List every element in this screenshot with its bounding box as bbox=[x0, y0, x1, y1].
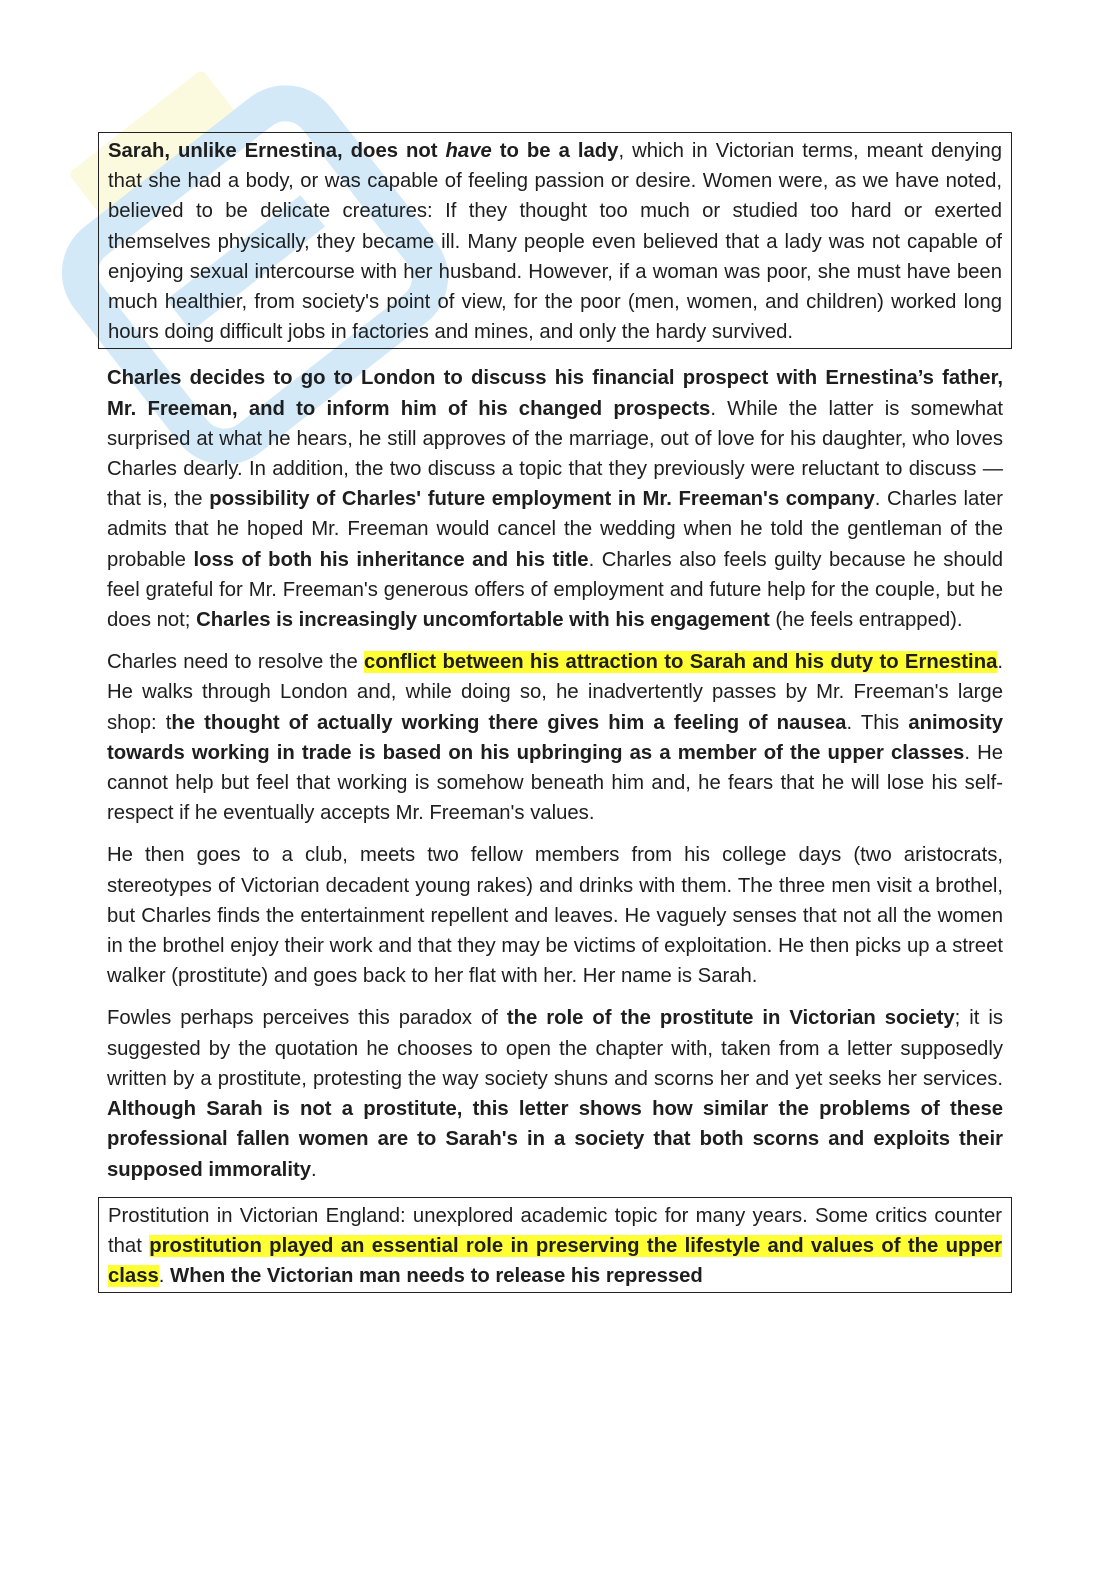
document-page bbox=[98, 132, 1012, 1293]
bold-text: Although Sarah is not a prostitute, this letter shows how similar the problems of these professional fallen women are to Sarah's in a society that both scorns and exploits their supposed immorality bbox=[107, 1098, 1003, 1181]
body-text: . Charles also feels guilty because he should feel grateful for Mr. Freeman's generous offers of employment and future help for the couple, but he does not; bbox=[107, 548, 1004, 632]
bold-text: Sarah, unlike Ernestina, does not bbox=[108, 140, 446, 162]
bold-text: Charles is increasingly uncomfortable with his engagement bbox=[196, 609, 770, 632]
body-text: . bbox=[310, 1158, 317, 1181]
body-text: Prostitution in Victorian England: unexplored academic topic for many years. Some critics counter that bbox=[108, 1204, 1002, 1257]
bold-text: When the Victorian man needs to release his repressed bbox=[170, 1265, 703, 1288]
body-text: . While the latter is somewhat surprised at what he hears, he still approves of the marriage, out of love for his daughter, who loves Charles dearly. In addition, the two discuss a topic that they previously were reluctant to discuss — that is, the bbox=[107, 397, 1003, 511]
bold-text: possibility of Charles' future employment in Mr. Freeman's company bbox=[209, 488, 875, 511]
bold-text: he thought of actually working there gives him a feeling of nausea bbox=[171, 711, 847, 734]
body-text: He then goes to a club, meets two fellow members from his college days (two aristocrats, stereotypes of Victorian decadent young rakes) and drinks with them. The three men visit a brothel, but Charles finds the entertainment repellent and leaves. He vaguely senses that not all the women in the brothel enjoy their work and that they may be victims of exploitation. He then picks up a street walker (prostitute) and goes back to her flat with her. Her name is Sarah. bbox=[107, 844, 1003, 988]
body-text: . He cannot help but feel that working is somehow beneath him and, he fears that he will lose his self-respect if he eventually accepts Mr. Freeman's values. bbox=[107, 741, 1003, 825]
highlighted-text: prostitution played an essential role in preserving the lifestyle and values of the upper class bbox=[108, 1234, 1003, 1288]
body-text: Fowles perhaps perceives this paradox of bbox=[107, 1007, 507, 1030]
paragraph-prostitute-role bbox=[98, 1003, 1012, 1184]
summary-box-prostitution bbox=[98, 1197, 1012, 1294]
highlighted-text: conflict between his attraction to Sarah and his duty to Ernestina bbox=[364, 651, 998, 674]
body-text: . This bbox=[846, 711, 909, 734]
box-paragraph bbox=[99, 136, 1011, 347]
bold-text: to be a lady bbox=[491, 140, 619, 162]
paragraph-london-trip bbox=[98, 363, 1012, 635]
bold-text: loss of both his inheritance and his title bbox=[193, 548, 589, 571]
body-text: . Charles later admits that he hoped Mr. Freeman would cancel the wedding when he told the gentleman of the probable bbox=[107, 488, 1003, 571]
body-text: . He walks through London and, while doing so, he inadvertently passes by Mr. Freeman's large shop: t bbox=[107, 651, 1003, 734]
paragraph-club bbox=[98, 840, 1012, 991]
italic-text: have bbox=[445, 140, 492, 162]
body-text: Charles need to resolve the bbox=[107, 651, 365, 674]
bold-text: Charles decides to go to London to discuss his financial prospect with Ernestina’s father, Mr. Freeman, and to inform him of his changed prospects bbox=[107, 367, 1003, 420]
body-text: (he feels entrapped). bbox=[769, 609, 963, 632]
body-text: , which in Victorian terms, meant denying that she had a body, or was capable of feeling passion or desire. Women were, as we have noted, believed to be delicate creatures: If they thought too much or studied too hard or exerted themselves physically, they became ill. Many people even believed that a lady was not capable of enjoying sexual intercourse with her husband. However, if a woman was poor, she must have been much healthier, from society's point of view, for the poor (men, women, and children) worked long hours doing difficult jobs in factories and mines, and only the hardy survived. bbox=[108, 140, 1002, 344]
summary-box-victorian-lady bbox=[98, 132, 1012, 349]
box-paragraph bbox=[99, 1201, 1011, 1292]
bold-text: animosity towards working in trade is based on his upbringing as a member of the upper classes bbox=[107, 711, 1003, 764]
body-text: ; it is suggested by the quotation he chooses to open the chapter with, taken from a letter supposedly written by a prostitute, protesting the way society shuns and scorns her and yet seeks her services. bbox=[107, 1007, 1003, 1090]
paragraph-conflict bbox=[98, 647, 1012, 828]
bold-text: the role of the prostitute in Victorian society bbox=[506, 1007, 955, 1030]
body-text: . bbox=[158, 1265, 171, 1288]
